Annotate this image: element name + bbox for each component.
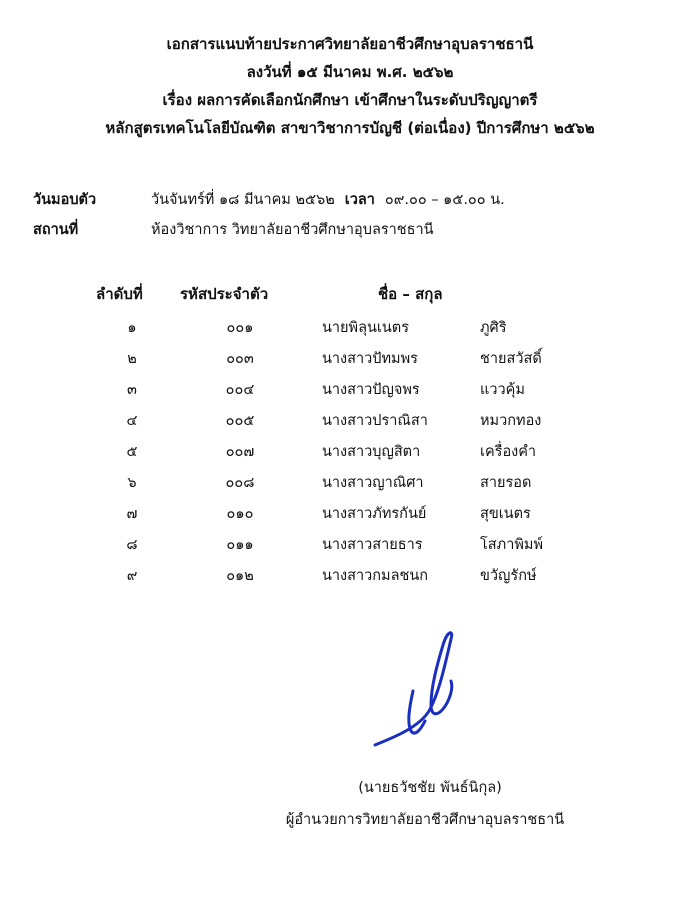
row-last-name: ภูศิริ	[480, 320, 507, 336]
row-code: ๐๐๗	[225, 444, 255, 460]
table-row	[0, 471, 700, 502]
row-first-name: นางสาวปัญจพร	[322, 382, 420, 398]
header-index: ลำดับที่	[96, 285, 143, 303]
header-line-4: หลักสูตรเทคโนโลยีบัณฑิต สาขาวิชาการบัญชี (ต่อเนื่อง) ปีการศึกษา ๒๕๖๒	[105, 119, 595, 137]
row-index: ๔	[126, 413, 138, 429]
row-last-name: หมวกทอง	[480, 413, 542, 429]
table-row	[0, 533, 700, 564]
row-code: ๐๑๒	[226, 568, 254, 584]
row-last-name: สายรอด	[480, 475, 532, 491]
row-first-name: นางสาวปัทมพร	[322, 351, 418, 367]
row-first-name: นายพิลุนเนตร	[322, 320, 409, 336]
date-value: วันจันทร์ที่ ๑๘ มีนาคม ๒๕๖๒	[151, 192, 335, 208]
table-row	[0, 440, 700, 471]
table-row	[0, 409, 700, 440]
row-first-name: นางสาวญาณิศา	[322, 475, 424, 491]
place-value: ห้องวิชาการ วิทยาลัยอาชีวศึกษาอุบลราชธานี	[151, 222, 434, 238]
signature-area	[355, 625, 475, 765]
row-code: ๐๐๓	[226, 351, 254, 367]
row-code: ๐๑๐	[226, 506, 254, 522]
row-index: ๑	[127, 320, 137, 336]
row-index: ๙	[126, 568, 138, 584]
header-code: รหัสประจำตัว	[180, 285, 269, 303]
meta-date-row	[33, 188, 505, 211]
row-index: ๓	[127, 382, 137, 398]
row-last-name: แววคุ้ม	[480, 382, 525, 398]
signature-scribble	[355, 625, 475, 765]
signer-name: (นายธวัชชัย พันธ์นิกุล)	[358, 780, 502, 796]
row-index: ๘	[126, 537, 138, 553]
row-index: ๕	[126, 444, 138, 460]
row-last-name: ชายสวัสดิ์	[480, 351, 542, 367]
row-code: ๐๐๔	[225, 382, 255, 398]
row-code: ๐๑๑	[226, 537, 254, 553]
row-first-name: นางสาวกมลชนก	[322, 568, 429, 584]
table-row	[0, 347, 700, 378]
header-name: ชื่อ – สกุล	[378, 285, 443, 303]
place-label: สถานที่	[33, 222, 79, 238]
time-label: เวลา	[344, 192, 375, 208]
row-index: ๒	[127, 351, 137, 367]
row-index: ๖	[127, 475, 137, 491]
table-row	[0, 502, 700, 533]
table-header	[0, 282, 700, 308]
row-last-name: เครื่องคำ	[480, 444, 537, 460]
row-last-name: โสภาพิมพ์	[480, 537, 544, 553]
row-code: ๐๐๘	[225, 475, 255, 491]
time-value: ๐๙.๐๐ – ๑๕.๐๐ น.	[384, 192, 505, 208]
row-last-name: สุขเนตร	[480, 506, 531, 522]
row-code: ๐๐๑	[226, 320, 254, 336]
row-first-name: นางสาวสายธาร	[322, 537, 423, 553]
header-line-2: ลงวันที่ ๑๕ มีนาคม พ.ศ. ๒๕๖๒	[246, 63, 454, 81]
date-label: วันมอบตัว	[33, 192, 97, 208]
row-last-name: ขวัญรักษ์	[480, 568, 537, 584]
table-row	[0, 564, 700, 595]
row-first-name: นางสาวภัทรกันย์	[322, 506, 427, 522]
meta-place-row	[33, 218, 434, 241]
header-line-1: เอกสารแนบท้ายประกาศวิทยาลัยอาชีวศึกษาอุบลราชธานี	[166, 35, 534, 53]
row-first-name: นางสาวปราณิสา	[322, 413, 428, 429]
row-index: ๗	[126, 506, 138, 522]
row-code: ๐๐๕	[225, 413, 255, 429]
signer-title: ผู้อำนวยการวิทยาลัยอาชีวศึกษาอุบลราชธานี	[285, 812, 565, 828]
table-row	[0, 378, 700, 409]
row-first-name: นางสาวบุญสิตา	[322, 444, 421, 460]
table-row	[0, 316, 700, 347]
header-line-3: เรื่อง ผลการคัดเลือกนักศึกษา เข้าศึกษาในระดับปริญญาตรี	[162, 91, 538, 109]
document-header	[0, 30, 700, 142]
